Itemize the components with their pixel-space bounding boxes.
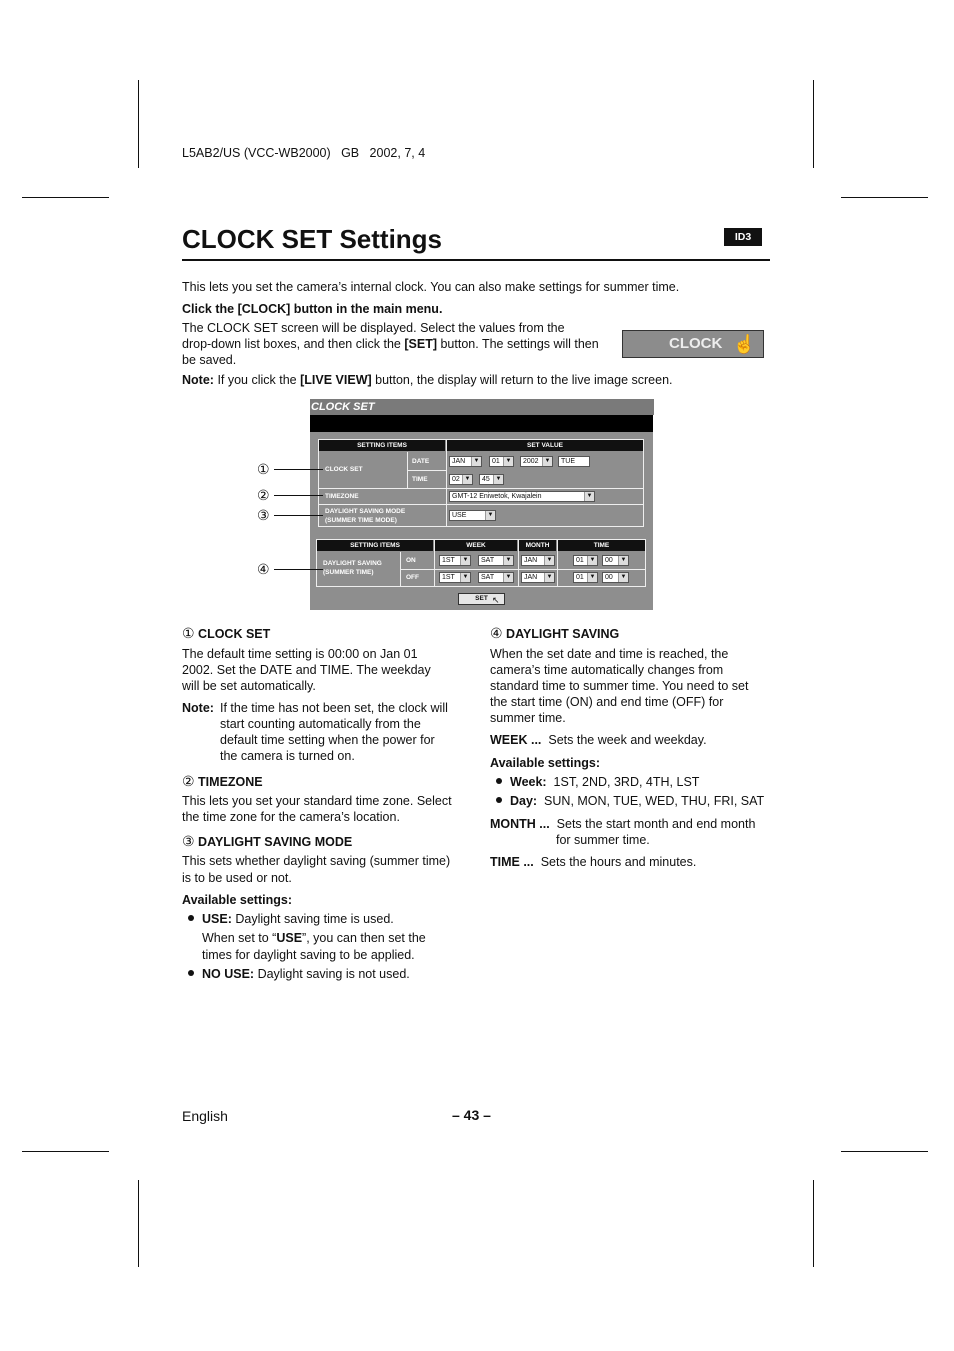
click-heading: Click the [CLOCK] button in the main menu. <box>182 302 443 316</box>
off-minute-select[interactable]: 00 ▼ <box>602 572 629 583</box>
bullet <box>188 970 194 976</box>
time-item: TIME ... Sets the hours and minutes. <box>490 855 697 869</box>
desc-line: The CLOCK SET screen will be displayed. Select the values from the <box>182 321 565 335</box>
label-date: DATE <box>412 458 430 465</box>
section-clock-set: ① CLOCK SET <box>182 625 271 641</box>
text-line: This sets whether daylight saving (summer time) <box>182 854 451 868</box>
page-title: CLOCK SET Settings <box>182 224 443 254</box>
available-settings-label: Available settings: <box>182 893 292 907</box>
callout-3: ③ <box>257 507 270 523</box>
text-line: will be set automatically. <box>182 679 316 693</box>
callout-4: ④ <box>257 561 270 577</box>
on-day-select[interactable]: SAT ▼ <box>478 555 514 566</box>
label-on: ON <box>406 557 416 564</box>
section-daylight-saving-mode: ③ DAYLIGHT SAVING MODE <box>182 833 353 849</box>
off-day-select[interactable]: SAT ▼ <box>478 572 514 583</box>
chevron-down-icon: ▼ <box>460 556 470 565</box>
section-daylight-saving: ④ DAYLIGHT SAVING <box>490 625 620 641</box>
label-dsm-sub: (SUMMER TIME MODE) <box>325 517 397 524</box>
chevron-down-icon: ▼ <box>544 556 554 565</box>
text-line: When set to “USE”, you can then set the <box>202 931 426 945</box>
off-month-select[interactable]: JAN ▼ <box>521 572 555 583</box>
header-time: TIME <box>558 540 645 551</box>
text-line: If the time has not been set, the clock will <box>220 701 448 715</box>
timezone-select[interactable]: GMT-12 Eniwetok, Kwajalein ▼ <box>449 491 595 502</box>
chevron-down-icon: ▼ <box>544 573 554 582</box>
text-line: start counting automatically from the <box>220 717 421 731</box>
header-set-value: SET VALUE <box>447 440 643 451</box>
document-id: L5AB2/US (VCC-WB2000) GB 2002, 7, 4 <box>182 146 426 160</box>
text-line: camera’s time automatically changes from <box>490 663 724 677</box>
panel-title: CLOCK SET <box>310 399 654 415</box>
page-number: – 43 – <box>452 1107 491 1123</box>
weekday-field: TUE <box>558 456 590 467</box>
date-year-select[interactable]: 2002 ▼ <box>520 456 553 467</box>
text-line: summer time. <box>490 711 566 725</box>
panel-bar <box>310 415 653 432</box>
on-week-select[interactable]: 1ST ▼ <box>439 555 471 566</box>
week-values: Week: 1ST, 2ND, 3RD, 4TH, LST <box>510 775 700 789</box>
off-week-select[interactable]: 1ST ▼ <box>439 572 471 583</box>
on-minute-select[interactable]: 00 ▼ <box>602 555 629 566</box>
month-item: MONTH ... Sets the start month and end month <box>490 817 756 831</box>
bullet <box>496 797 502 803</box>
text-line: is to be used or not. <box>182 871 292 885</box>
day-values: Day: SUN, MON, TUE, WED, THU, FRI, SAT <box>510 794 765 808</box>
text-line: the time zone for the camera’s location. <box>182 810 400 824</box>
text-line: the camera is turned on. <box>220 749 355 763</box>
text-line: the start time (ON) and end time (OFF) for <box>490 695 724 709</box>
bullet <box>496 778 502 784</box>
text-line: for summer time. <box>556 833 650 847</box>
header-week: WEEK <box>435 540 517 551</box>
chevron-down-icon: ▼ <box>503 457 513 466</box>
intro-text: This lets you set the camera’s internal clock. You can also make settings for summer time. <box>182 280 680 294</box>
crop-mark <box>813 80 814 168</box>
chevron-down-icon: ▼ <box>503 573 513 582</box>
chevron-down-icon: ▼ <box>503 556 513 565</box>
chevron-down-icon: ▼ <box>493 475 503 484</box>
chevron-down-icon: ▼ <box>587 556 597 565</box>
label-timezone: TIMEZONE <box>325 493 359 500</box>
crop-mark <box>841 197 928 198</box>
on-month-select[interactable]: JAN ▼ <box>521 555 555 566</box>
off-hour-select[interactable]: 01 ▼ <box>573 572 598 583</box>
bullet <box>188 915 194 921</box>
date-day-select[interactable]: 01 ▼ <box>489 456 514 467</box>
time-minute-select[interactable]: 45 ▼ <box>479 474 504 485</box>
desc-line: be saved. <box>182 353 237 367</box>
chevron-down-icon: ▼ <box>618 573 628 582</box>
crop-mark <box>22 197 109 198</box>
clock-button-label: CLOCK <box>669 335 723 352</box>
crop-mark <box>138 80 139 168</box>
id-badge: ID3 <box>724 228 762 246</box>
crop-mark <box>813 1180 814 1267</box>
header-setting-items-2: SETTING ITEMS <box>317 540 433 551</box>
label-off: OFF <box>406 574 419 581</box>
crop-mark <box>22 1151 109 1152</box>
chevron-down-icon: ▼ <box>587 573 597 582</box>
chevron-down-icon: ▼ <box>618 556 628 565</box>
crop-mark <box>138 1180 139 1267</box>
label-dsm: DAYLIGHT SAVING MODE <box>325 508 406 515</box>
chevron-down-icon: ▼ <box>462 475 472 484</box>
text-line: times for daylight saving to be applied. <box>202 948 415 962</box>
use-item: USE: Daylight saving time is used. <box>202 912 394 926</box>
desc-line: drop-down list boxes, and then click the [SET] button. The settings will then <box>182 337 599 351</box>
available-settings-label: Available settings: <box>490 756 600 770</box>
label-daylight-saving-sub: (SUMMER TIME) <box>323 569 374 576</box>
header-month: MONTH <box>519 540 556 551</box>
header-setting-items: SETTING ITEMS <box>319 440 445 451</box>
time-hour-select[interactable]: 02 ▼ <box>449 474 473 485</box>
text-line: 2002. Set the DATE and TIME. The weekday <box>182 663 431 677</box>
daylight-mode-select[interactable]: USE ▼ <box>449 510 496 521</box>
note: Note: If you click the [LIVE VIEW] button, the display will return to the live image screen. <box>182 373 673 387</box>
footer-language: English <box>182 1108 228 1124</box>
on-hour-select[interactable]: 01 ▼ <box>573 555 598 566</box>
chevron-down-icon: ▼ <box>460 573 470 582</box>
chevron-down-icon: ▼ <box>485 511 495 520</box>
text-line: default time setting when the power for <box>220 733 435 747</box>
hand-pointer-icon: ☝ <box>733 334 756 354</box>
text-line: This lets you set your standard time zone. Select <box>182 794 452 808</box>
section-timezone: ② TIMEZONE <box>182 773 263 789</box>
date-month-select[interactable]: JAN ▼ <box>449 456 482 467</box>
no-use-item: NO USE: Daylight saving is not used. <box>202 967 410 981</box>
week-item: WEEK ... Sets the week and weekday. <box>490 733 707 747</box>
clock-button[interactable] <box>622 330 764 358</box>
label-time: TIME <box>412 476 428 483</box>
crop-mark <box>841 1151 928 1152</box>
callout-1: ① <box>257 461 270 477</box>
clock-set-screenshot <box>310 399 653 610</box>
title-rule <box>182 259 770 261</box>
text-line: The default time setting is 00:00 on Jan 01 <box>182 647 418 661</box>
chevron-down-icon: ▼ <box>584 492 594 501</box>
callout-2: ② <box>257 487 270 503</box>
cursor-icon: ↖ <box>492 595 500 605</box>
text-line: standard time to summer time. You need to set <box>490 679 749 693</box>
note-label: Note: <box>182 701 214 715</box>
label-clock-set: CLOCK SET <box>325 466 363 473</box>
text-line: When the set date and time is reached, the <box>490 647 729 661</box>
chevron-down-icon: ▼ <box>471 457 481 466</box>
label-daylight-saving: DAYLIGHT SAVING <box>323 560 382 567</box>
chevron-down-icon: ▼ <box>542 457 552 466</box>
set-button[interactable]: SET <box>458 593 505 605</box>
